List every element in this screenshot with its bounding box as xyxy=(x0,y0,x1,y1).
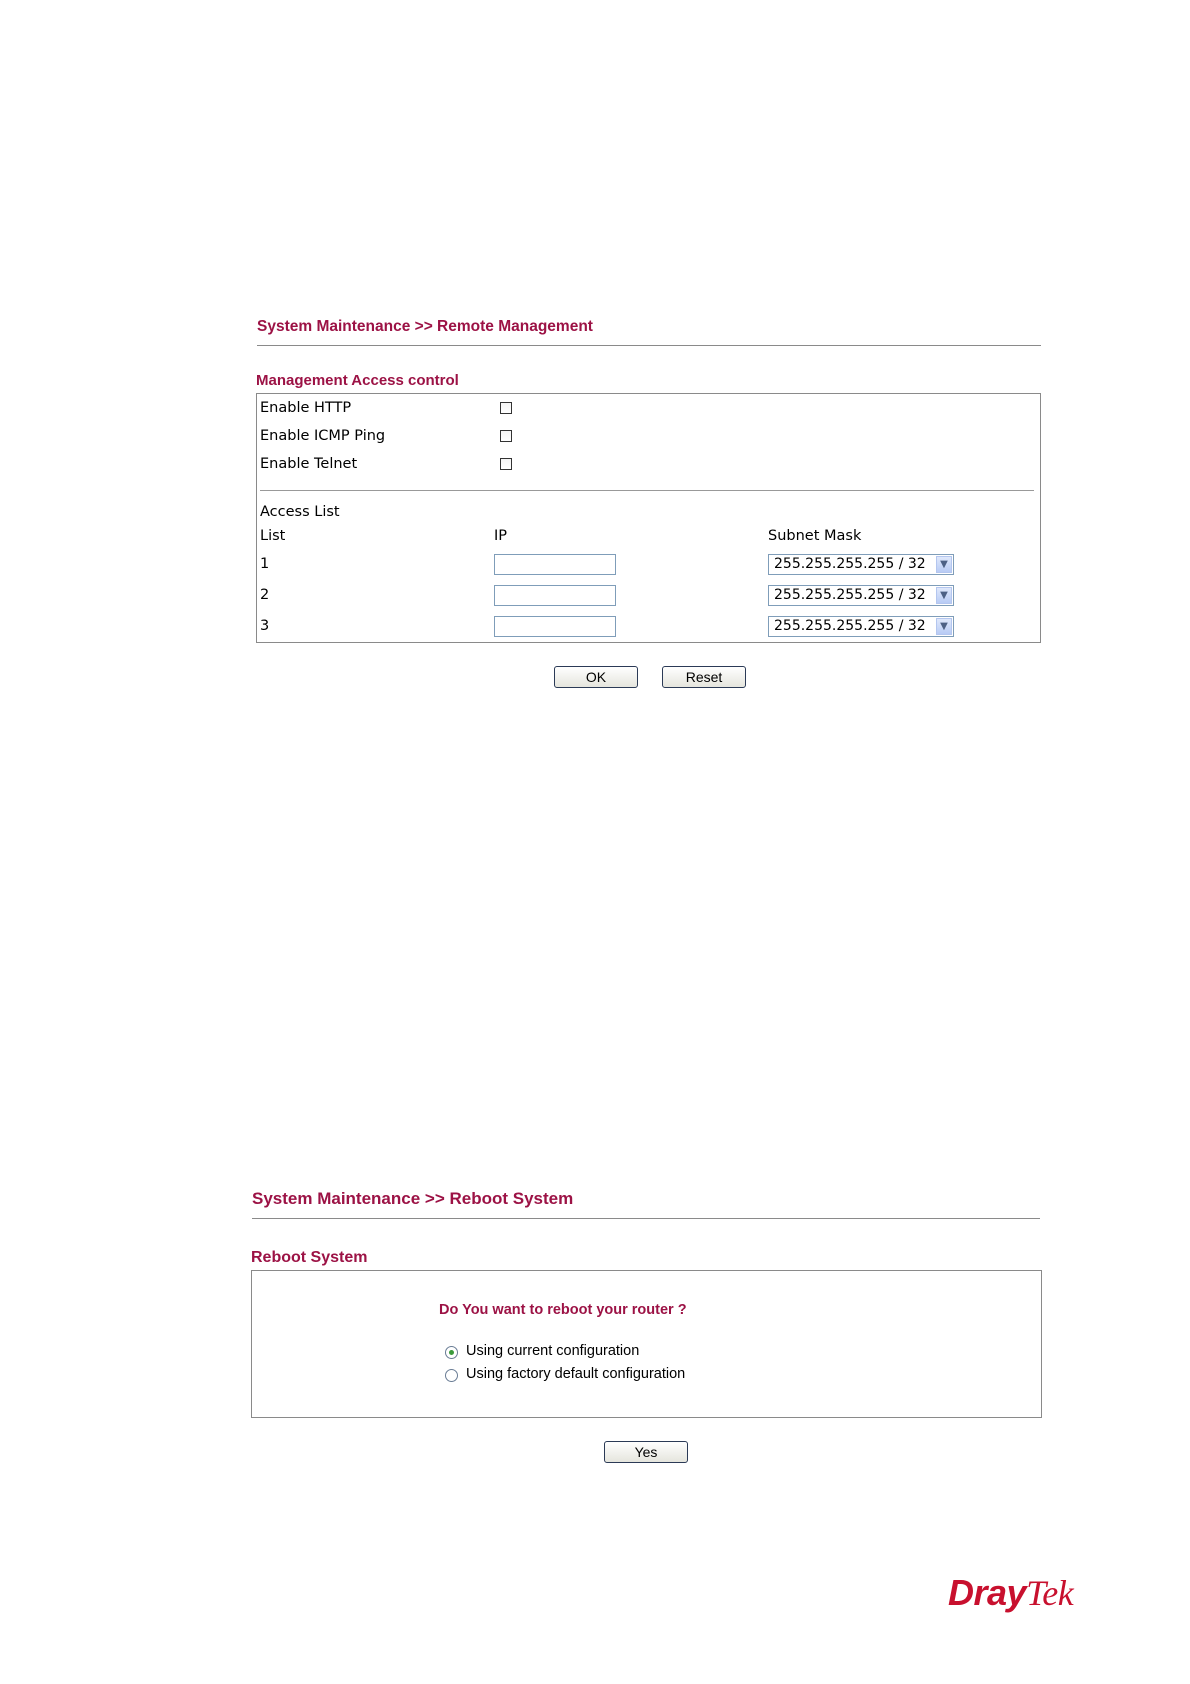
subnet-mask-value: 255.255.255.255 / 32 xyxy=(774,618,926,634)
subnet-mask-select-2[interactable] xyxy=(768,585,954,606)
access-row-index: 3 xyxy=(260,618,270,634)
factory-default-configuration-label: Using factory default configuration xyxy=(466,1366,686,1382)
list-column-header: List xyxy=(260,528,286,544)
yes-button[interactable]: Yes xyxy=(604,1441,688,1463)
management-access-panel xyxy=(256,393,1041,643)
draytek-logo: DrayTek xyxy=(948,1572,1074,1613)
management-access-control-title: Management Access control xyxy=(256,372,459,389)
subnet-mask-value: 255.255.255.255 / 32 xyxy=(774,587,926,603)
ip-input-3[interactable] xyxy=(494,616,616,637)
chevron-down-icon[interactable]: ▼ xyxy=(936,587,952,604)
radio-factory-default-configuration[interactable] xyxy=(445,1369,458,1382)
subnet-mask-select-1[interactable] xyxy=(768,554,954,575)
reboot-question: Do You want to reboot your router ? xyxy=(439,1302,687,1318)
enable-http-checkbox[interactable] xyxy=(500,402,512,414)
title-divider xyxy=(257,345,1041,346)
title-divider xyxy=(252,1218,1040,1219)
access-row-index: 2 xyxy=(260,587,270,603)
enable-icmp-ping-checkbox[interactable] xyxy=(500,430,512,442)
enable-telnet-label: Enable Telnet xyxy=(260,456,358,472)
panel-divider xyxy=(260,490,1034,491)
reboot-system-title: Reboot System xyxy=(251,1249,368,1266)
access-list-title: Access List xyxy=(260,504,340,520)
reboot-panel xyxy=(251,1270,1042,1418)
enable-icmp-ping-label: Enable ICMP Ping xyxy=(260,428,386,444)
reset-button[interactable]: Reset xyxy=(662,666,746,688)
current-configuration-label: Using current configuration xyxy=(466,1343,640,1359)
ip-column-header: IP xyxy=(494,528,508,544)
radio-current-configuration[interactable] xyxy=(445,1346,458,1359)
access-row-index: 1 xyxy=(260,556,270,572)
chevron-down-icon[interactable]: ▼ xyxy=(936,556,952,573)
enable-telnet-checkbox[interactable] xyxy=(500,458,512,470)
ip-input-2[interactable] xyxy=(494,585,616,606)
ip-input-1[interactable] xyxy=(494,554,616,575)
radio-selected-dot xyxy=(449,1350,454,1355)
ok-button[interactable]: OK xyxy=(554,666,638,688)
enable-http-label: Enable HTTP xyxy=(260,400,352,416)
subnet-mask-value: 255.255.255.255 / 32 xyxy=(774,556,926,572)
chevron-down-icon[interactable]: ▼ xyxy=(936,618,952,635)
remote-management-breadcrumb: System Maintenance >> Remote Management xyxy=(257,318,593,335)
subnet-mask-column-header: Subnet Mask xyxy=(768,528,862,544)
subnet-mask-select-3[interactable] xyxy=(768,616,954,637)
reboot-system-breadcrumb: System Maintenance >> Reboot System xyxy=(252,1189,574,1208)
